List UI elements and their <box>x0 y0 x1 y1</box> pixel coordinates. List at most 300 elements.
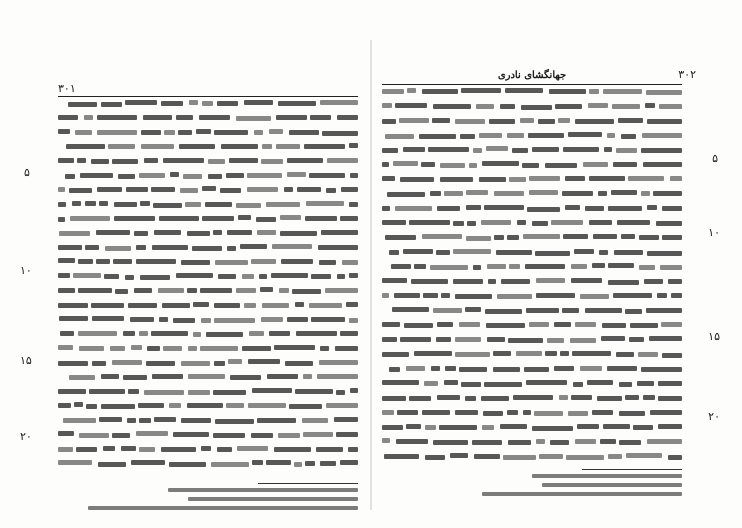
word-mark <box>274 345 315 350</box>
footnote <box>532 474 682 478</box>
word-mark <box>555 104 582 109</box>
word-mark <box>58 129 70 134</box>
word-mark <box>597 396 622 401</box>
word-mark <box>444 191 463 196</box>
word-mark <box>215 419 254 424</box>
word-mark <box>285 361 313 366</box>
word-mark <box>455 294 492 299</box>
word-mark <box>248 403 286 408</box>
word-mark <box>304 144 345 149</box>
word-mark <box>493 367 520 372</box>
word-mark <box>60 331 74 336</box>
footnote <box>88 506 358 510</box>
word-mark <box>436 337 451 342</box>
word-mark <box>455 410 478 415</box>
word-mark <box>214 130 248 135</box>
word-mark <box>228 359 242 364</box>
footnote <box>168 488 358 492</box>
word-mark <box>607 366 637 371</box>
word-mark <box>589 89 599 94</box>
word-mark <box>523 410 531 415</box>
word-mark <box>349 318 358 323</box>
word-mark <box>382 206 390 211</box>
word-mark <box>483 411 503 416</box>
word-mark <box>213 230 222 235</box>
word-mark <box>236 288 256 293</box>
word-mark <box>201 318 211 323</box>
word-mark <box>187 403 223 408</box>
word-mark <box>262 303 289 308</box>
word-mark <box>382 89 404 94</box>
word-mark <box>430 265 468 270</box>
word-mark <box>562 191 593 196</box>
word-mark <box>563 147 599 152</box>
word-mark <box>202 186 216 191</box>
word-mark <box>641 191 650 196</box>
word-mark <box>202 216 234 221</box>
word-mark <box>467 221 476 226</box>
word-mark <box>144 158 158 163</box>
word-mark <box>340 331 358 336</box>
word-mark <box>141 130 161 135</box>
word-mark <box>63 418 96 423</box>
word-mark <box>382 322 400 327</box>
word-mark <box>513 395 553 400</box>
word-mark <box>509 177 526 182</box>
word-mark <box>76 447 97 452</box>
word-mark <box>489 119 515 124</box>
word-mark <box>650 410 682 415</box>
page-number: ۳۰۲ <box>678 68 696 81</box>
word-mark <box>437 322 453 327</box>
word-mark <box>432 118 450 123</box>
word-mark <box>659 104 682 109</box>
word-mark <box>647 119 682 124</box>
word-mark <box>486 323 525 328</box>
word-mark <box>466 205 481 210</box>
word-mark <box>229 158 258 163</box>
word-mark <box>123 375 147 380</box>
word-mark <box>158 288 184 293</box>
word-mark <box>112 433 130 438</box>
word-mark <box>671 293 682 298</box>
word-mark <box>536 278 565 283</box>
word-mark <box>568 132 602 137</box>
word-mark <box>409 220 450 225</box>
word-mark <box>485 309 522 314</box>
word-mark <box>453 279 483 284</box>
word-mark <box>244 303 256 308</box>
word-mark <box>214 361 225 366</box>
word-mark <box>99 417 122 422</box>
word-mark <box>320 461 336 466</box>
word-mark <box>585 308 622 313</box>
word-mark <box>164 130 175 135</box>
word-mark <box>433 308 462 313</box>
word-mark <box>385 134 414 139</box>
word-mark <box>139 447 155 452</box>
word-mark <box>125 275 134 280</box>
word-mark <box>326 188 336 193</box>
word-mark <box>382 410 394 415</box>
word-mark <box>547 338 564 343</box>
word-mark <box>558 118 570 123</box>
word-mark <box>643 162 682 167</box>
footnote <box>542 483 682 487</box>
footnote <box>482 492 682 496</box>
word-mark <box>382 162 389 167</box>
word-mark <box>389 367 400 372</box>
word-mark <box>251 433 273 438</box>
word-mark <box>403 147 425 152</box>
word-mark <box>58 158 74 163</box>
word-mark <box>461 88 501 93</box>
word-mark <box>227 230 252 235</box>
word-mark <box>96 259 110 264</box>
word-mark <box>110 346 125 351</box>
word-mark <box>614 250 643 255</box>
word-mark <box>382 352 409 357</box>
word-mark <box>602 323 626 328</box>
word-mark <box>433 104 471 109</box>
word-mark <box>551 220 583 225</box>
word-mark <box>89 389 125 394</box>
word-mark <box>484 382 522 387</box>
word-mark <box>69 375 95 380</box>
word-mark <box>159 216 199 221</box>
word-mark <box>382 396 406 401</box>
word-mark <box>114 216 155 221</box>
word-mark <box>325 288 358 293</box>
word-mark <box>550 440 569 445</box>
word-mark <box>430 191 441 196</box>
word-mark <box>280 231 317 236</box>
word-mark <box>407 88 416 93</box>
footnote-rule <box>258 483 358 484</box>
word-mark <box>494 235 504 240</box>
word-mark <box>131 460 165 465</box>
word-mark <box>244 100 273 105</box>
word-mark <box>287 172 306 177</box>
word-mark <box>563 234 588 239</box>
word-mark <box>73 273 101 278</box>
word-mark <box>199 115 230 120</box>
word-mark <box>217 101 238 106</box>
word-mark <box>641 367 682 372</box>
word-mark <box>592 410 613 415</box>
word-mark <box>545 163 577 168</box>
word-mark <box>592 263 605 268</box>
word-mark <box>382 425 403 430</box>
word-mark <box>58 245 82 250</box>
word-mark <box>568 411 588 416</box>
word-mark <box>528 133 564 138</box>
word-mark <box>257 230 276 235</box>
word-mark <box>126 187 148 192</box>
word-mark <box>58 447 73 452</box>
word-mark <box>526 308 559 313</box>
word-mark <box>227 246 236 251</box>
word-mark <box>151 331 188 336</box>
word-mark <box>660 265 682 270</box>
word-mark <box>342 260 358 265</box>
line-marker: ۵ <box>24 166 30 179</box>
word-mark <box>320 346 329 351</box>
word-mark <box>554 366 574 371</box>
word-mark <box>497 294 532 299</box>
word-mark <box>112 360 142 365</box>
word-mark <box>488 279 496 284</box>
word-mark <box>59 316 88 321</box>
word-mark <box>296 331 337 336</box>
word-mark <box>101 374 119 379</box>
word-mark <box>424 381 438 386</box>
word-mark <box>601 336 625 341</box>
word-mark <box>266 460 291 465</box>
word-mark <box>185 202 201 207</box>
word-mark <box>58 187 65 192</box>
word-mark <box>281 259 313 264</box>
word-mark <box>236 116 271 121</box>
line-marker: ۵ <box>712 152 718 165</box>
word-mark <box>626 453 662 458</box>
word-mark <box>201 446 211 451</box>
word-mark <box>400 177 434 182</box>
word-mark <box>159 317 168 322</box>
word-mark <box>152 245 188 250</box>
word-mark <box>276 144 300 149</box>
word-mark <box>507 410 518 415</box>
word-mark <box>573 382 583 387</box>
word-mark <box>466 236 491 241</box>
word-mark <box>481 396 509 401</box>
word-mark <box>587 380 613 385</box>
word-mark <box>188 374 225 379</box>
word-mark <box>554 322 571 327</box>
word-mark <box>565 176 585 181</box>
word-mark <box>633 425 653 430</box>
word-mark <box>638 352 658 357</box>
footnote-rule <box>582 469 682 470</box>
word-mark <box>334 417 358 422</box>
word-mark <box>406 424 421 429</box>
word-mark <box>267 374 298 379</box>
word-mark <box>147 346 160 351</box>
word-mark <box>271 273 308 278</box>
word-mark <box>611 190 637 195</box>
word-mark <box>404 323 433 328</box>
word-mark <box>340 216 358 221</box>
word-mark <box>423 293 438 298</box>
word-mark <box>262 144 272 149</box>
word-mark <box>508 440 531 445</box>
word-mark <box>473 148 482 153</box>
word-mark <box>143 115 172 120</box>
word-mark <box>336 432 358 437</box>
word-mark <box>335 346 358 351</box>
word-mark <box>161 447 196 452</box>
word-mark <box>214 318 255 323</box>
word-mark <box>505 88 543 93</box>
word-mark <box>349 202 358 207</box>
word-mark <box>608 206 642 211</box>
word-mark <box>78 331 117 336</box>
word-mark <box>517 220 526 225</box>
word-mark <box>473 265 481 270</box>
word-mark <box>321 230 358 235</box>
word-mark <box>382 176 395 181</box>
word-mark <box>318 245 358 250</box>
word-mark <box>534 411 563 416</box>
word-mark <box>257 418 296 423</box>
word-mark <box>179 144 215 149</box>
word-mark <box>341 187 358 192</box>
word-mark <box>139 173 165 178</box>
word-mark <box>658 396 682 401</box>
word-mark <box>66 144 105 149</box>
word-mark <box>598 191 607 196</box>
word-mark <box>192 246 222 251</box>
word-mark <box>217 447 232 452</box>
word-mark <box>395 103 427 108</box>
word-mark <box>188 390 210 395</box>
word-mark <box>658 424 682 429</box>
word-mark <box>213 390 246 395</box>
word-mark <box>289 130 319 135</box>
word-mark <box>310 115 331 120</box>
word-mark <box>575 439 596 444</box>
word-mark <box>274 447 311 452</box>
word-mark <box>421 162 435 167</box>
footnote <box>188 497 358 501</box>
word-mark <box>252 460 263 465</box>
word-mark <box>131 345 142 350</box>
word-mark <box>326 403 358 408</box>
word-mark <box>524 367 549 372</box>
word-mark <box>297 187 321 192</box>
word-mark <box>269 129 283 134</box>
word-mark <box>80 173 113 178</box>
word-mark <box>72 201 81 206</box>
word-mark <box>58 460 92 465</box>
word-mark <box>603 89 642 94</box>
word-mark <box>350 173 358 178</box>
word-mark <box>254 130 263 135</box>
word-mark <box>507 133 524 138</box>
word-mark <box>539 454 563 459</box>
word-mark <box>70 216 110 221</box>
word-mark <box>507 235 519 240</box>
word-mark <box>422 410 450 415</box>
word-mark <box>565 205 580 210</box>
word-mark <box>146 361 175 366</box>
word-mark <box>240 244 267 249</box>
word-mark <box>566 455 604 460</box>
word-mark <box>382 438 390 443</box>
word-mark <box>647 251 682 256</box>
word-mark <box>612 104 640 109</box>
running-head: جهانگشای نادری <box>497 70 567 81</box>
word-mark <box>238 215 251 220</box>
word-mark <box>136 431 168 436</box>
word-mark <box>529 322 549 327</box>
word-mark <box>639 265 655 270</box>
word-mark <box>86 404 97 409</box>
word-mark <box>474 454 500 459</box>
word-mark <box>526 380 567 385</box>
word-mark <box>422 234 462 239</box>
word-mark <box>114 202 137 207</box>
word-mark <box>577 424 599 429</box>
word-mark <box>97 187 122 192</box>
word-mark <box>500 104 515 109</box>
word-mark <box>242 346 271 351</box>
word-mark <box>187 231 210 236</box>
word-mark <box>422 89 458 94</box>
word-mark <box>608 280 639 285</box>
word-mark <box>466 190 488 195</box>
word-mark <box>431 366 440 371</box>
word-mark <box>215 260 248 265</box>
word-mark <box>607 133 615 138</box>
word-mark <box>668 455 682 460</box>
line-marker: ۱۰ <box>708 226 720 239</box>
word-mark <box>91 159 109 164</box>
word-mark <box>482 161 519 166</box>
word-mark <box>411 279 448 284</box>
word-mark <box>272 244 312 249</box>
word-mark <box>97 115 137 120</box>
word-mark <box>647 205 657 210</box>
word-mark <box>441 293 450 298</box>
word-mark <box>571 395 592 400</box>
word-mark <box>619 382 632 387</box>
word-mark <box>641 148 682 153</box>
word-mark <box>154 417 176 422</box>
word-mark <box>535 251 570 256</box>
word-mark <box>99 201 108 206</box>
word-mark <box>316 447 343 452</box>
word-mark <box>625 395 639 400</box>
word-mark <box>181 260 210 265</box>
word-mark <box>479 177 506 182</box>
word-mark <box>211 462 249 467</box>
word-mark <box>459 322 480 327</box>
word-mark <box>461 382 481 387</box>
word-mark <box>583 162 608 167</box>
word-mark <box>453 221 464 226</box>
word-mark <box>337 274 345 279</box>
word-mark <box>516 351 542 356</box>
word-mark <box>646 308 682 313</box>
word-mark <box>284 187 293 192</box>
word-mark <box>437 206 460 211</box>
word-mark <box>79 433 109 438</box>
word-mark <box>437 395 460 400</box>
word-mark <box>501 279 530 284</box>
word-mark <box>465 396 476 401</box>
word-mark <box>484 205 524 210</box>
word-mark <box>382 278 407 283</box>
word-mark <box>403 249 433 254</box>
word-mark <box>382 337 397 342</box>
word-mark <box>549 89 586 94</box>
word-mark <box>200 288 232 293</box>
word-mark <box>58 217 65 222</box>
word-mark <box>460 134 475 139</box>
word-mark <box>121 446 136 451</box>
word-mark <box>317 374 358 379</box>
